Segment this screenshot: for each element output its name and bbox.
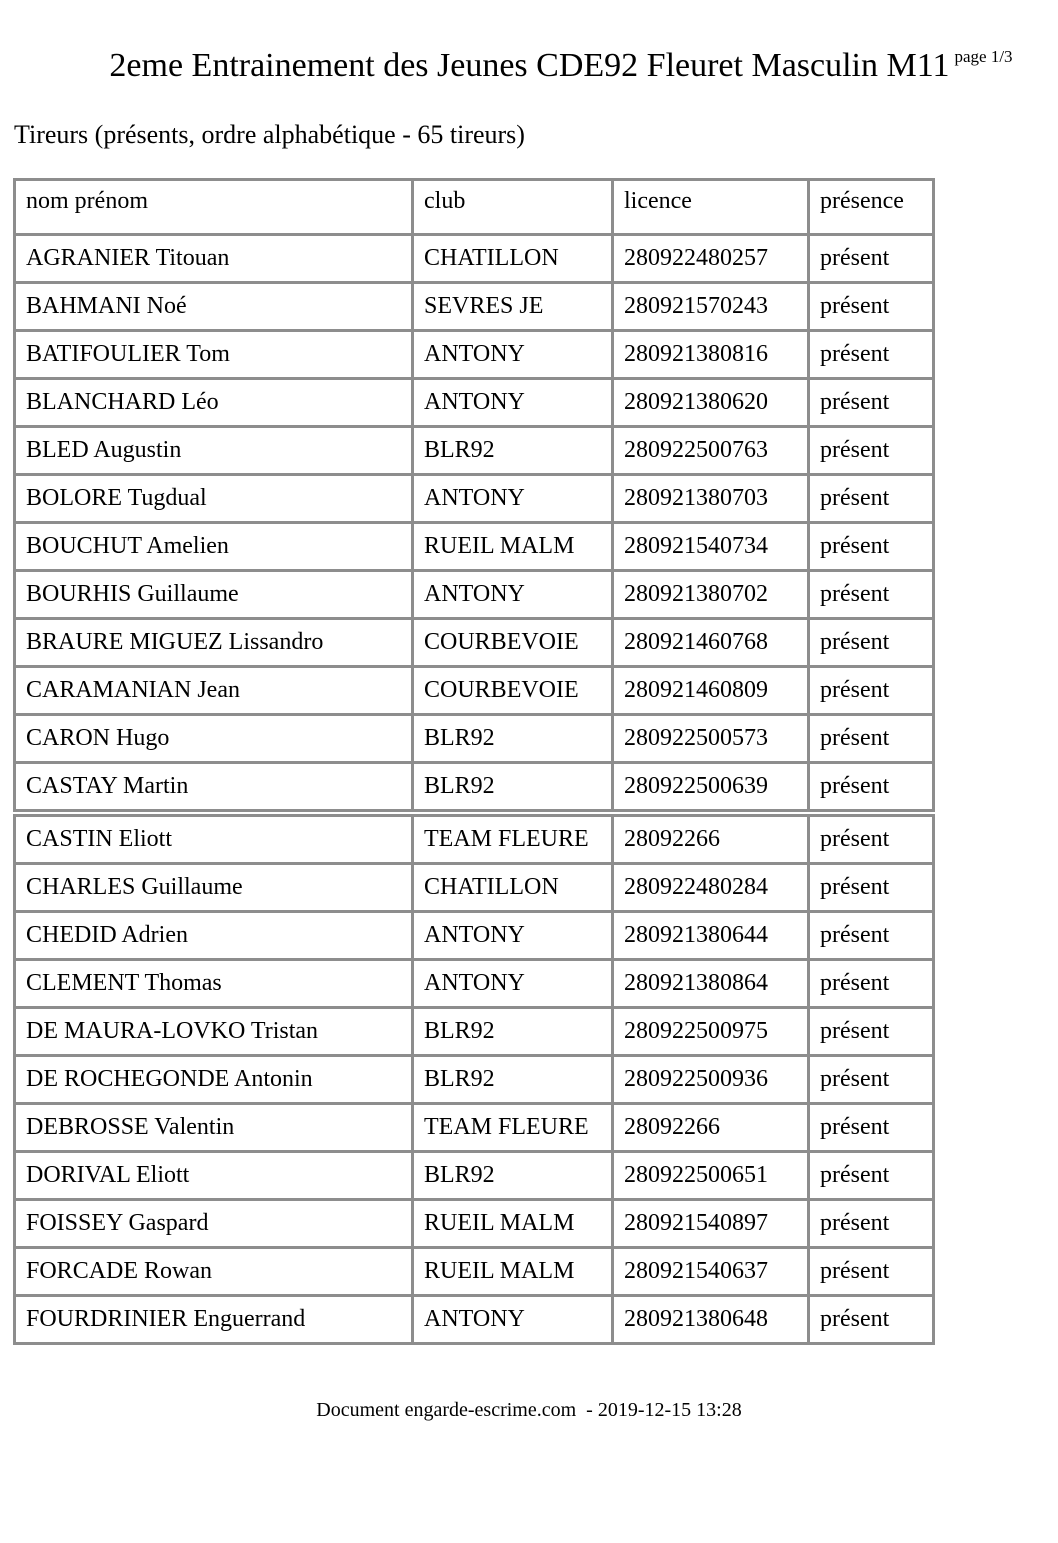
club-cell: CHATILLON xyxy=(414,236,611,281)
table-row xyxy=(16,284,932,329)
club-cell: ANTONY xyxy=(414,913,611,958)
licence-cell: 280921460768 xyxy=(614,620,807,665)
licence-cell: 280921380864 xyxy=(614,961,807,1006)
presence-cell: présent xyxy=(810,620,932,665)
table-row xyxy=(16,1249,932,1294)
club-cell: BLR92 xyxy=(414,716,611,761)
fencer-name-cell: FORCADE Rowan xyxy=(16,1249,411,1294)
fencer-name-cell: BOURHIS Guillaume xyxy=(16,572,411,617)
column-header-club: club xyxy=(414,181,611,233)
presence-cell: présent xyxy=(810,1201,932,1246)
table-row xyxy=(16,1201,932,1246)
table-row xyxy=(16,428,932,473)
club-cell: CHATILLON xyxy=(414,865,611,910)
presence-cell: présent xyxy=(810,961,932,1006)
licence-cell: 280921540734 xyxy=(614,524,807,569)
club-cell: BLR92 xyxy=(414,764,611,809)
club-cell: ANTONY xyxy=(414,332,611,377)
fencer-name-cell: DE ROCHEGONDE Antonin xyxy=(16,1057,411,1102)
presence-cell: présent xyxy=(810,865,932,910)
table-row xyxy=(16,817,932,862)
fencer-name-cell: FOURDRINIER Enguerrand xyxy=(16,1297,411,1342)
licence-cell: 28092266 xyxy=(614,817,807,862)
table-row xyxy=(16,1105,932,1150)
table-row xyxy=(16,1297,932,1342)
licence-cell: 280921380648 xyxy=(614,1297,807,1342)
page-indicator: page 1/3 xyxy=(954,47,1013,66)
fencer-name-cell: FOISSEY Gaspard xyxy=(16,1201,411,1246)
club-cell: COURBEVOIE xyxy=(414,620,611,665)
club-cell: BLR92 xyxy=(414,1009,611,1054)
presence-cell: présent xyxy=(810,1105,932,1150)
licence-cell: 280921380816 xyxy=(614,332,807,377)
fencer-name-cell: CASTAY Martin xyxy=(16,764,411,809)
licence-cell: 280922500651 xyxy=(614,1153,807,1198)
table-row xyxy=(16,668,932,713)
presence-cell: présent xyxy=(810,1057,932,1102)
page-title-row xyxy=(0,46,1058,85)
document-footer: Document engarde-escrime.com - 2019-12-15 13:28 xyxy=(316,1398,742,1421)
fencer-name-cell: AGRANIER Titouan xyxy=(16,236,411,281)
fencer-name-cell: DE MAURA-LOVKO Tristan xyxy=(16,1009,411,1054)
table-row xyxy=(16,913,932,958)
presence-cell: présent xyxy=(810,1153,932,1198)
club-cell: COURBEVOIE xyxy=(414,668,611,713)
licence-cell: 280922500975 xyxy=(614,1009,807,1054)
licence-cell: 280921540897 xyxy=(614,1201,807,1246)
table-row xyxy=(16,380,932,425)
table-row xyxy=(16,572,932,617)
club-cell: ANTONY xyxy=(414,1297,611,1342)
fencer-name-cell: CASTIN Eliott xyxy=(16,817,411,862)
club-cell: ANTONY xyxy=(414,476,611,521)
club-cell: BLR92 xyxy=(414,1057,611,1102)
licence-cell: 280921570243 xyxy=(614,284,807,329)
presence-cell: présent xyxy=(810,1009,932,1054)
club-cell: RUEIL MALM xyxy=(414,524,611,569)
club-cell: BLR92 xyxy=(414,1153,611,1198)
fencer-name-cell: CARAMANIAN Jean xyxy=(16,668,411,713)
licence-cell: 28092266 xyxy=(614,1105,807,1150)
presence-cell: présent xyxy=(810,764,932,809)
club-cell: ANTONY xyxy=(414,380,611,425)
presence-cell: présent xyxy=(810,1297,932,1342)
fencer-name-cell: CLEMENT Thomas xyxy=(16,961,411,1006)
club-cell: BLR92 xyxy=(414,428,611,473)
fencers-table-block-2 xyxy=(13,814,935,1345)
licence-cell: 280921380703 xyxy=(614,476,807,521)
licence-cell: 280921380702 xyxy=(614,572,807,617)
fencer-name-cell: BOUCHUT Amelien xyxy=(16,524,411,569)
fencer-name-cell: BLANCHARD Léo xyxy=(16,380,411,425)
licence-cell: 280922500936 xyxy=(614,1057,807,1102)
section-title: Tireurs (présents, ordre alphabétique - 65 tireurs) xyxy=(14,120,525,150)
presence-cell: présent xyxy=(810,524,932,569)
presence-cell: présent xyxy=(810,284,932,329)
fencer-name-cell: CHEDID Adrien xyxy=(16,913,411,958)
fencer-name-cell: BOLORE Tugdual xyxy=(16,476,411,521)
licence-cell: 280922500763 xyxy=(614,428,807,473)
club-cell: RUEIL MALM xyxy=(414,1201,611,1246)
presence-cell: présent xyxy=(810,428,932,473)
fencer-name-cell: CARON Hugo xyxy=(16,716,411,761)
presence-cell: présent xyxy=(810,572,932,617)
table-row xyxy=(16,332,932,377)
licence-cell: 280922480257 xyxy=(614,236,807,281)
licence-cell: 280922480284 xyxy=(614,865,807,910)
table-row xyxy=(16,1153,932,1198)
club-cell: ANTONY xyxy=(414,572,611,617)
column-header-licence: licence xyxy=(614,181,807,233)
presence-cell: présent xyxy=(810,380,932,425)
fencers-table-block-1 xyxy=(13,178,935,812)
table-row xyxy=(16,764,932,809)
table-row xyxy=(16,236,932,281)
table-row xyxy=(16,620,932,665)
presence-cell: présent xyxy=(810,236,932,281)
fencer-name-cell: BLED Augustin xyxy=(16,428,411,473)
fencer-name-cell: DEBROSSE Valentin xyxy=(16,1105,411,1150)
presence-cell: présent xyxy=(810,332,932,377)
club-cell: TEAM FLEURE xyxy=(414,817,611,862)
presence-cell: présent xyxy=(810,1249,932,1294)
table-header-row xyxy=(16,181,932,233)
licence-cell: 280922500639 xyxy=(614,764,807,809)
fencer-name-cell: DORIVAL Eliott xyxy=(16,1153,411,1198)
fencer-name-cell: BRAURE MIGUEZ Lissandro xyxy=(16,620,411,665)
column-header-name: nom prénom xyxy=(16,181,411,233)
club-cell: RUEIL MALM xyxy=(414,1249,611,1294)
table-row xyxy=(16,1009,932,1054)
table-row xyxy=(16,524,932,569)
table-row xyxy=(16,961,932,1006)
presence-cell: présent xyxy=(810,716,932,761)
column-header-presence: présence xyxy=(810,181,932,233)
fencer-name-cell: BATIFOULIER Tom xyxy=(16,332,411,377)
table-row xyxy=(16,476,932,521)
club-cell: SEVRES JE xyxy=(414,284,611,329)
licence-cell: 280921380620 xyxy=(614,380,807,425)
licence-cell: 280922500573 xyxy=(614,716,807,761)
presence-cell: présent xyxy=(810,476,932,521)
table-row xyxy=(16,716,932,761)
fencer-name-cell: BAHMANI Noé xyxy=(16,284,411,329)
table-row xyxy=(16,1057,932,1102)
fencer-name-cell: CHARLES Guillaume xyxy=(16,865,411,910)
table-row xyxy=(16,865,932,910)
presence-cell: présent xyxy=(810,668,932,713)
page-title: 2eme Entrainement des Jeunes CDE92 Fleuret Masculin M11 xyxy=(109,47,950,84)
presence-cell: présent xyxy=(810,817,932,862)
club-cell: TEAM FLEURE xyxy=(414,1105,611,1150)
licence-cell: 280921380644 xyxy=(614,913,807,958)
club-cell: ANTONY xyxy=(414,961,611,1006)
presence-cell: présent xyxy=(810,913,932,958)
licence-cell: 280921460809 xyxy=(614,668,807,713)
licence-cell: 280921540637 xyxy=(614,1249,807,1294)
